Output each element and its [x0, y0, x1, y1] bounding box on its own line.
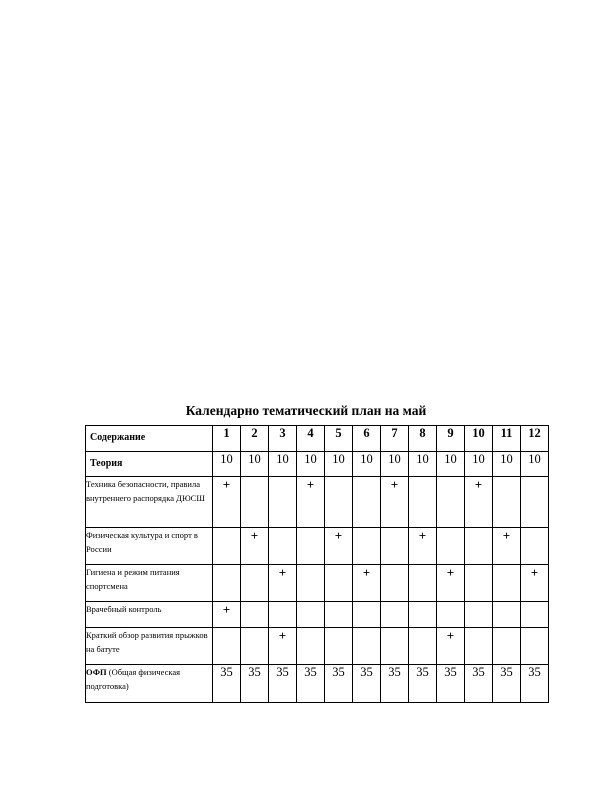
theory-hours: 10: [269, 452, 297, 477]
lesson-mark: [353, 602, 381, 628]
column-header: 3: [269, 426, 297, 452]
lesson-mark: [493, 602, 521, 628]
lesson-mark: [521, 528, 549, 565]
table-row: [86, 477, 549, 528]
column-header: 9: [437, 426, 465, 452]
lesson-mark: +: [437, 628, 465, 665]
ofp-hours: 35: [493, 665, 521, 703]
lesson-mark: +: [493, 528, 521, 565]
lesson-mark: +: [409, 528, 437, 565]
ofp-hours: 35: [353, 665, 381, 703]
column-header: 1: [213, 426, 241, 452]
lesson-mark: [297, 528, 325, 565]
table-header-row: [86, 426, 549, 452]
lesson-mark: [521, 477, 549, 528]
theory-hours: 10: [465, 452, 493, 477]
lesson-mark: [325, 477, 353, 528]
column-header: 11: [493, 426, 521, 452]
lesson-mark: +: [213, 602, 241, 628]
column-header: 8: [409, 426, 437, 452]
ofp-hours: 35: [381, 665, 409, 703]
lesson-mark: +: [437, 565, 465, 602]
ofp-hours: 35: [241, 665, 269, 703]
lesson-mark: [437, 477, 465, 528]
topic-label: Краткий обзор развития прыжков на батуте: [86, 628, 213, 665]
ofp-hours: 35: [465, 665, 493, 703]
lesson-mark: [381, 628, 409, 665]
lesson-mark: +: [465, 477, 493, 528]
theory-hours: 10: [381, 452, 409, 477]
theory-hours: 10: [241, 452, 269, 477]
table-row: [86, 565, 549, 602]
column-header: 2: [241, 426, 269, 452]
lesson-mark: [353, 477, 381, 528]
ofp-hours: 35: [521, 665, 549, 703]
lesson-mark: [213, 565, 241, 602]
lesson-mark: +: [241, 528, 269, 565]
lesson-mark: +: [381, 477, 409, 528]
lesson-mark: [241, 602, 269, 628]
ofp-row: [86, 665, 549, 703]
lesson-mark: [381, 565, 409, 602]
lesson-mark: [325, 602, 353, 628]
lesson-mark: [325, 628, 353, 665]
lesson-mark: [269, 602, 297, 628]
ofp-hours: 35: [409, 665, 437, 703]
lesson-mark: [409, 477, 437, 528]
lesson-mark: [409, 565, 437, 602]
lesson-mark: +: [353, 565, 381, 602]
lesson-mark: [521, 602, 549, 628]
column-header: 7: [381, 426, 409, 452]
lesson-mark: +: [269, 565, 297, 602]
lesson-mark: [325, 565, 353, 602]
lesson-mark: [437, 528, 465, 565]
theory-hours: 10: [325, 452, 353, 477]
lesson-mark: [213, 628, 241, 665]
lesson-mark: [297, 565, 325, 602]
lesson-mark: [353, 628, 381, 665]
column-header: 12: [521, 426, 549, 452]
page-title: Календарно тематический план на май: [185, 403, 427, 418]
topic-label: Физическая культура и спорт в России: [86, 528, 213, 565]
lesson-mark: +: [325, 528, 353, 565]
theory-hours: 10: [437, 452, 465, 477]
lesson-mark: [213, 528, 241, 565]
lesson-mark: +: [521, 565, 549, 602]
lesson-mark: [465, 628, 493, 665]
lesson-mark: [241, 565, 269, 602]
column-header: 4: [297, 426, 325, 452]
ofp-label: [86, 665, 213, 703]
header-label: Содержание: [86, 426, 213, 452]
theory-label: Теория: [86, 452, 213, 477]
theory-hours: 10: [521, 452, 549, 477]
ofp-hours: 35: [213, 665, 241, 703]
lesson-mark: [437, 602, 465, 628]
ofp-hours: 35: [325, 665, 353, 703]
lesson-mark: [521, 628, 549, 665]
lesson-mark: [241, 477, 269, 528]
lesson-mark: [297, 602, 325, 628]
lesson-mark: [269, 528, 297, 565]
ofp-full-name: (Общая физическая подготовка): [86, 667, 181, 691]
theory-hours: 10: [493, 452, 521, 477]
ofp-hours: 35: [437, 665, 465, 703]
calendar-plan-table: [85, 425, 549, 703]
theory-hours: 10: [409, 452, 437, 477]
theory-row: [86, 452, 549, 477]
ofp-abbrev: ОФП: [86, 667, 107, 677]
topic-label: Техника безопасности, правила внутреннего распорядка ДЮСШ: [86, 477, 213, 528]
lesson-mark: [465, 565, 493, 602]
lesson-mark: [493, 565, 521, 602]
topic-label: Гигиена и режим питания спортсмена: [86, 565, 213, 602]
lesson-mark: [381, 602, 409, 628]
lesson-mark: [465, 528, 493, 565]
table-row: [86, 602, 549, 628]
lesson-mark: [493, 628, 521, 665]
theory-hours: 10: [297, 452, 325, 477]
table-row: [86, 528, 549, 565]
theory-hours: 10: [213, 452, 241, 477]
lesson-mark: [409, 602, 437, 628]
lesson-mark: +: [269, 628, 297, 665]
lesson-mark: [241, 628, 269, 665]
ofp-hours: 35: [269, 665, 297, 703]
lesson-mark: [493, 477, 521, 528]
column-header: 10: [465, 426, 493, 452]
theory-hours: 10: [353, 452, 381, 477]
lesson-mark: [381, 528, 409, 565]
lesson-mark: [465, 602, 493, 628]
table-row: [86, 628, 549, 665]
column-header: 6: [353, 426, 381, 452]
lesson-mark: [353, 528, 381, 565]
topic-label: Врачебный контроль: [86, 602, 213, 628]
ofp-hours: 35: [297, 665, 325, 703]
lesson-mark: [409, 628, 437, 665]
lesson-mark: +: [297, 477, 325, 528]
column-header: 5: [325, 426, 353, 452]
lesson-mark: [297, 628, 325, 665]
lesson-mark: +: [213, 477, 241, 528]
lesson-mark: [269, 477, 297, 528]
